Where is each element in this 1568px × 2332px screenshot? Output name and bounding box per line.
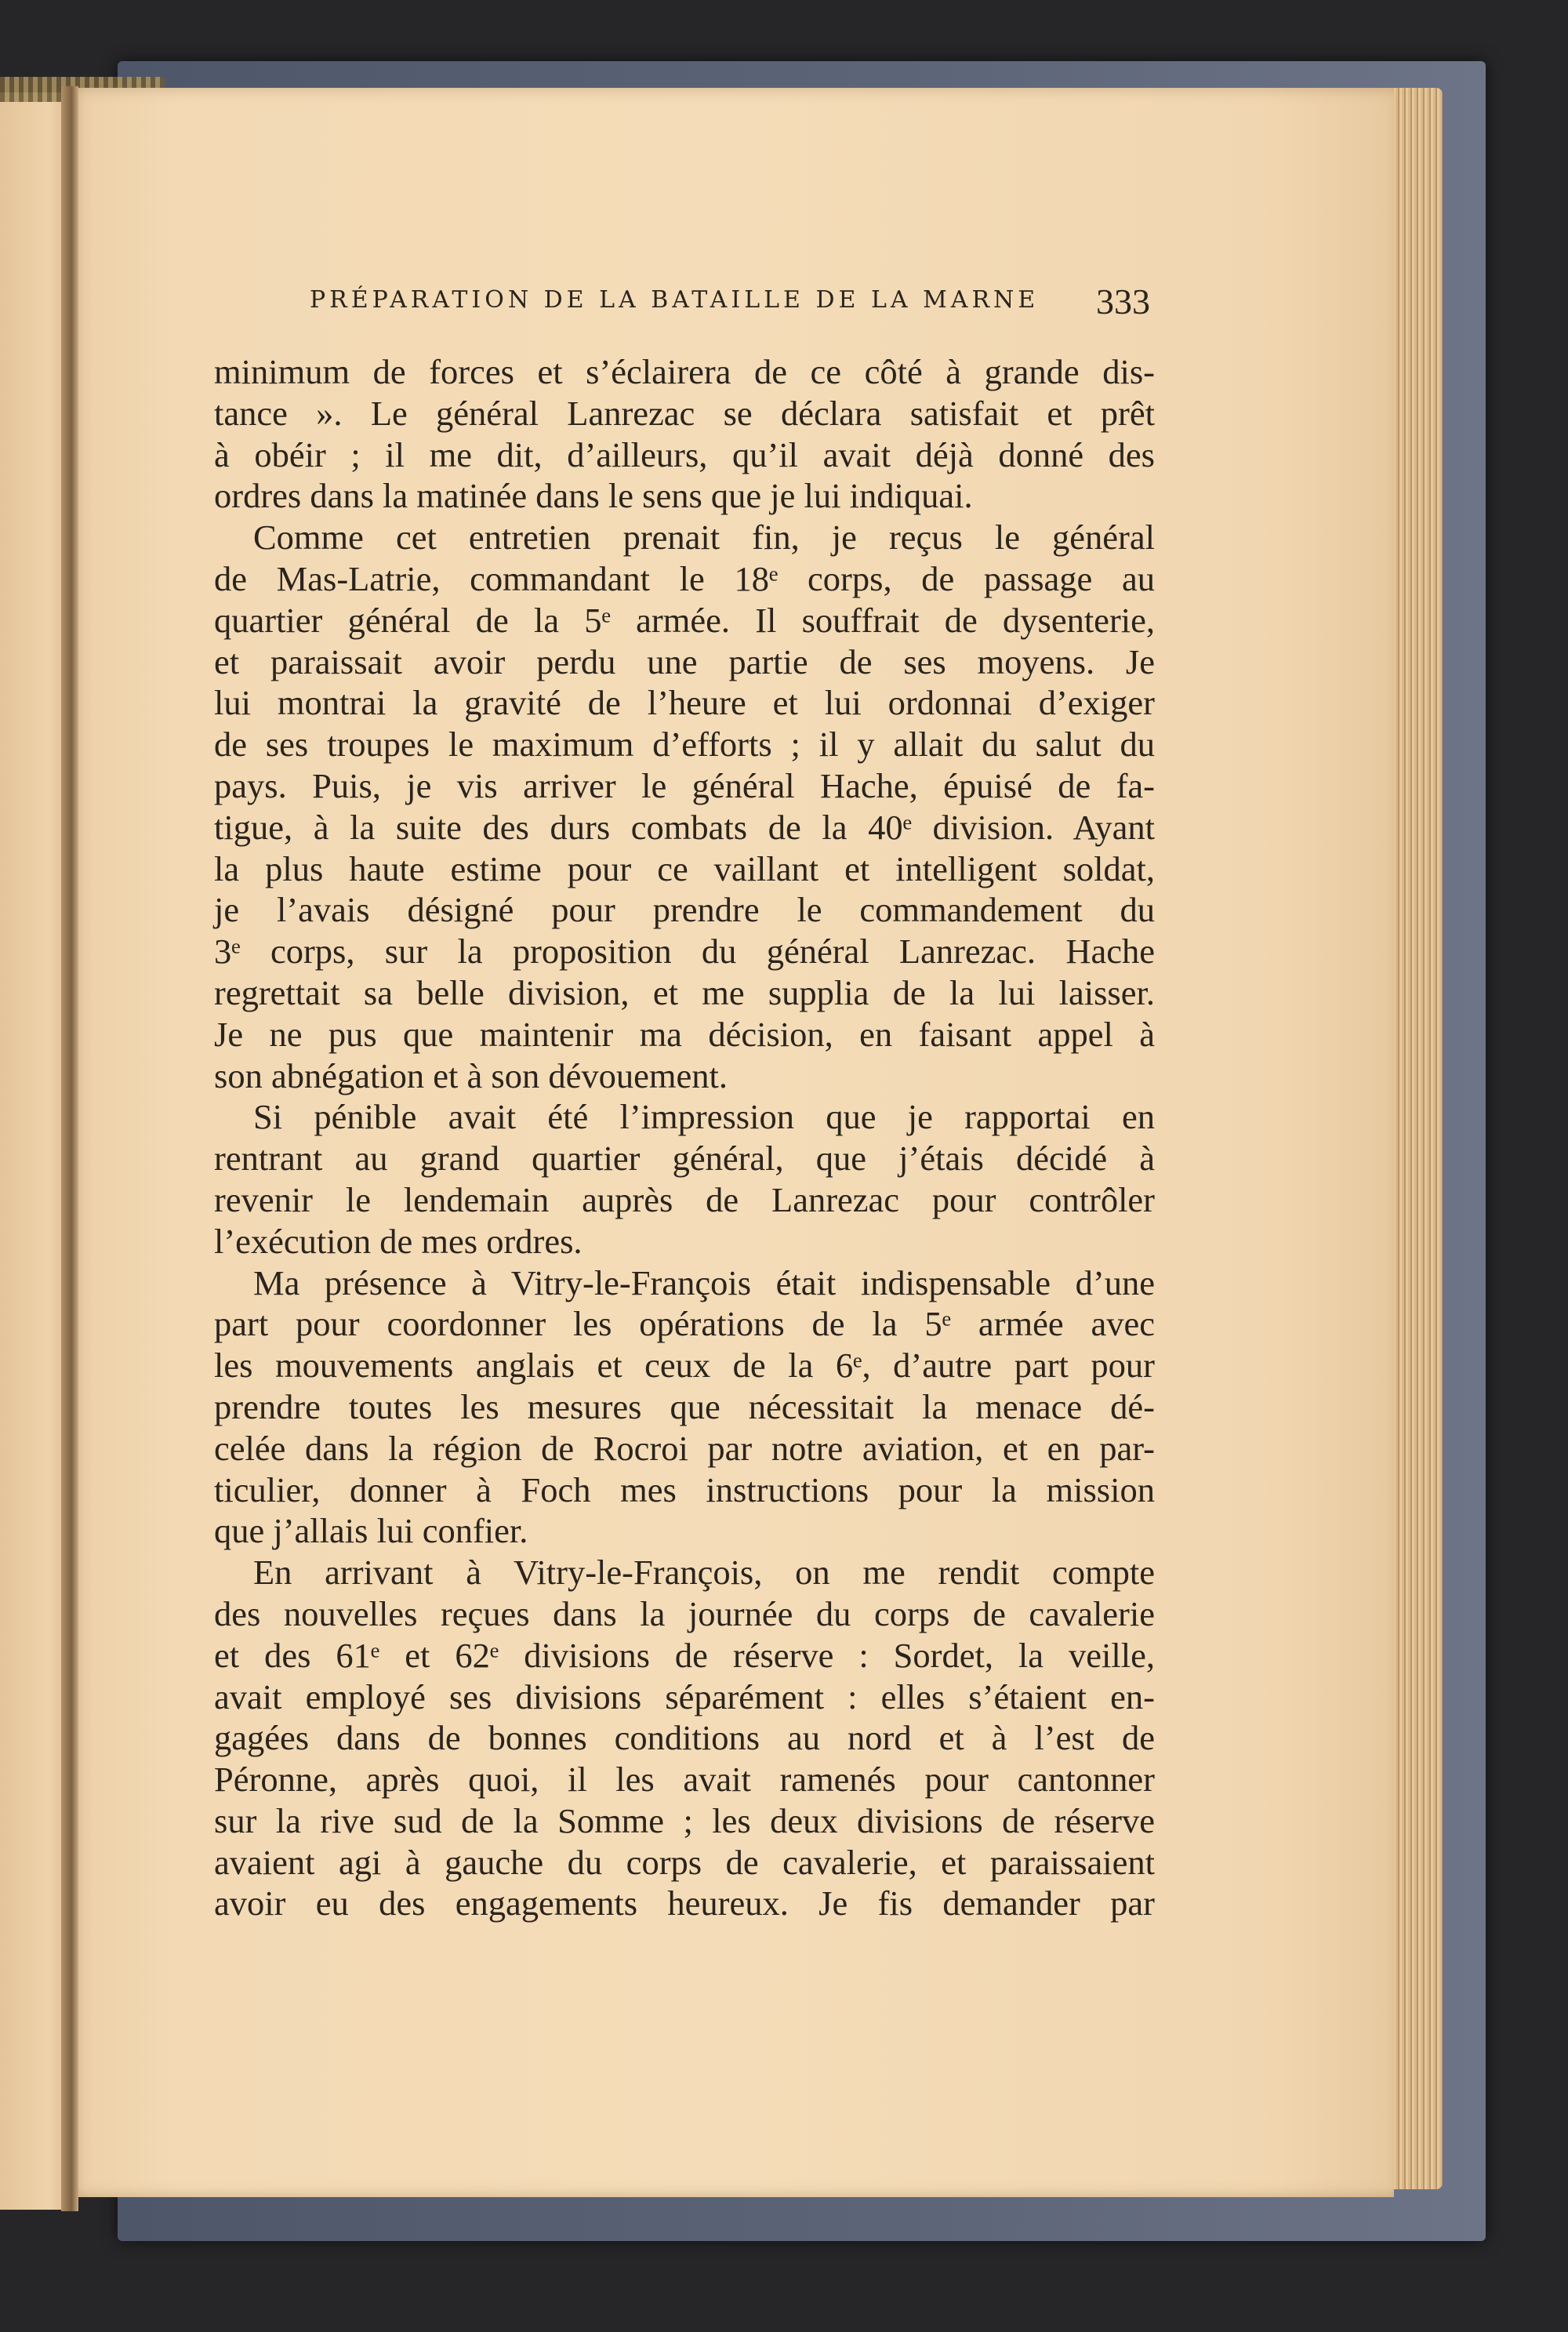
text-line: avoir eu des engagements heureux. Je fis demander par xyxy=(214,1883,1155,1923)
text-line: les mouvements anglais et ceux de la 6ᵉ, d’autre part pour xyxy=(214,1346,1155,1386)
text-line: avait employé ses divisions séparément : elles s’étaient en- xyxy=(214,1676,1155,1716)
text-line: lui montrai la gravité de l’heure et lui ordonnai d’exiger xyxy=(214,683,1155,723)
text-line: ordres dans la matinée dans le sens que je lui indiquai. xyxy=(214,476,973,516)
text-line: sur la rive sud de la Somme ; les deux divisions de réserve xyxy=(214,1800,1155,1840)
text-line: et des 61ᵉ et 62ᵉ divisions de réserve : Sordet, la veille, xyxy=(214,1635,1155,1675)
text-line: avaient agi à gauche du corps de cavalerie, et paraissaient xyxy=(214,1842,1155,1882)
text-line: que j’allais lui confier. xyxy=(214,1511,528,1551)
text-line: quartier général de la 5ᵉ armée. Il souffrait de dysenterie, xyxy=(214,600,1155,640)
previous-page-edge xyxy=(0,93,71,2210)
text-line: et paraissait avoir perdu une partie de ses moyens. Je xyxy=(214,641,1155,681)
text-line: tigue, à la suite des durs combats de la 40ᵉ division. Ayant xyxy=(214,807,1155,847)
text-line: tance ». Le général Lanrezac se déclara satisfait et prêt xyxy=(214,393,1155,433)
text-line: de Mas-Latrie, commandant le 18ᵉ corps, de passage au xyxy=(214,558,1155,598)
book-gutter xyxy=(61,86,78,2211)
text-line: En arrivant à Vitry-le-François, on me rendit compte xyxy=(253,1553,1155,1593)
text-line: ticulier, donner à Foch mes instructions pour la mission xyxy=(214,1469,1155,1509)
text-line: prendre toutes les mesures que nécessitait la menace dé- xyxy=(214,1386,1155,1426)
text-line: la plus haute estime pour ce vaillant et intelligent soldat, xyxy=(214,848,1155,888)
page-number: 333 xyxy=(1096,282,1150,321)
text-line: minimum de forces et s’éclairera de ce côté à grande dis- xyxy=(214,352,1155,391)
text-line: pays. Puis, je vis arriver le général Hache, épuisé de fa- xyxy=(214,765,1155,805)
text-line: je l’avais désigné pour prendre le commandement du xyxy=(214,890,1155,930)
text-line: Péronne, après quoi, il les avait ramenés pour cantonner xyxy=(214,1760,1155,1800)
body-text xyxy=(214,351,1155,1924)
text-line: revenir le lendemain auprès de Lanrezac pour contrôler xyxy=(214,1179,1155,1219)
text-line: Comme cet entretien prenait fin, je reçus le général xyxy=(253,518,1155,558)
text-line: son abnégation et à son dévouement. xyxy=(214,1055,728,1095)
text-line: des nouvelles reçues dans la journée du corps de cavalerie xyxy=(214,1593,1155,1633)
text-line: regrettait sa belle division, et me supplia de la lui laisser. xyxy=(214,972,1155,1012)
running-head: PRÉPARATION DE LA BATAILLE DE LA MARNE xyxy=(310,286,1040,314)
text-line: Si pénible avait été l’impression que je rapportai en xyxy=(253,1097,1155,1137)
text-line: l’exécution de mes ordres. xyxy=(214,1221,583,1261)
text-line: gagées dans de bonnes conditions au nord et à l’est de xyxy=(214,1718,1155,1758)
text-line: part pour coordonner les opérations de la 5ᵉ armée avec xyxy=(214,1304,1155,1344)
text-line: Ma présence à Vitry-le-François était indispensable d’une xyxy=(253,1262,1155,1302)
text-line: 3ᵉ corps, sur la proposition du général Lanrezac. Hache xyxy=(214,932,1155,972)
text-line: celée dans la région de Rocroi par notre aviation, et en par- xyxy=(214,1428,1155,1468)
text-line: Je ne pus que maintenir ma décision, en faisant appel à xyxy=(214,1014,1155,1054)
text-line: de ses troupes le maximum d’efforts ; il y allait du salut du xyxy=(214,725,1155,765)
text-line: rentrant au grand quartier général, que j’étais décidé à xyxy=(214,1139,1155,1179)
text-line: à obéir ; il me dit, d’ailleurs, qu’il avait déjà donné des xyxy=(214,434,1155,474)
